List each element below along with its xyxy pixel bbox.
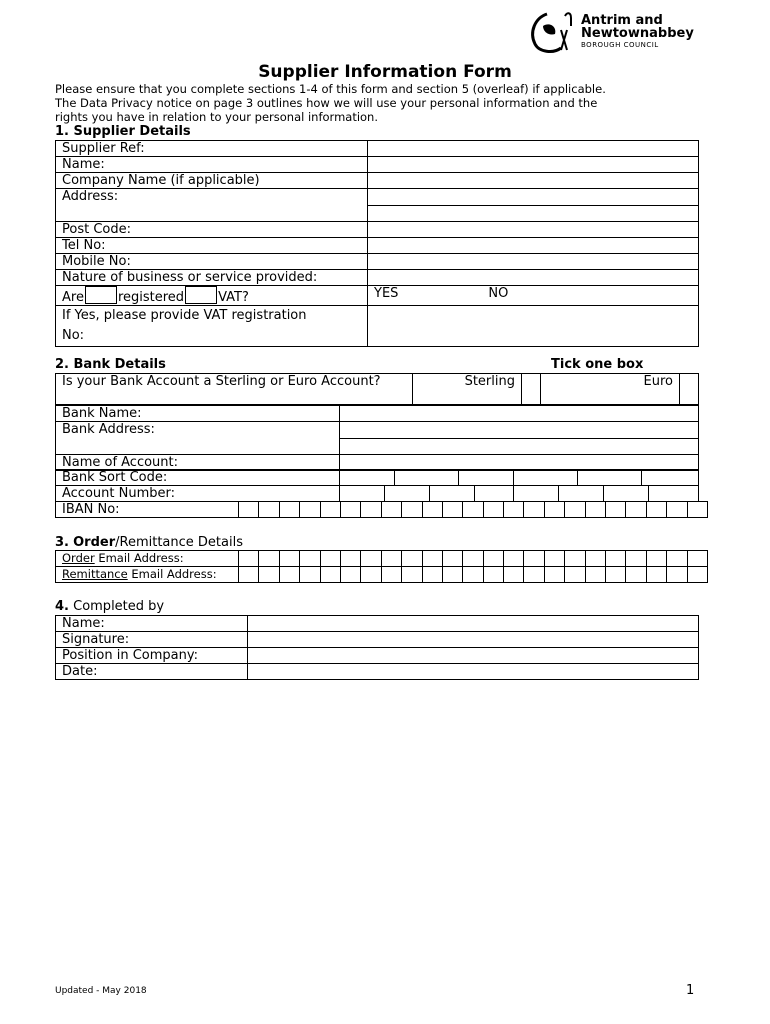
remittance-email-char-box[interactable] [381, 567, 401, 583]
vat-no-option[interactable]: NO [488, 286, 509, 301]
post-code-label: Post Code: [56, 222, 368, 238]
order-email-char-box[interactable] [239, 551, 259, 567]
vat-yes-option[interactable]: YES [374, 286, 399, 301]
account-number-box[interactable] [340, 486, 385, 502]
iban-char-box[interactable] [442, 502, 462, 518]
signature-label: Signature: [56, 632, 248, 648]
sort-code-box[interactable] [340, 470, 395, 486]
supplier-details-table [55, 140, 699, 347]
order-email-char-box[interactable] [259, 551, 279, 567]
mobile-no-field[interactable] [368, 254, 699, 270]
iban-char-box[interactable] [381, 502, 401, 518]
page-number: 1 [686, 983, 695, 998]
logo-line1: Antrim and [581, 13, 663, 28]
sort-code-box[interactable] [642, 470, 699, 486]
bank-details-table [55, 405, 699, 471]
vat-number-field[interactable] [368, 306, 699, 347]
sort-code-box[interactable] [578, 470, 642, 486]
remittance-email-char-box[interactable] [544, 567, 564, 583]
currency-table [55, 373, 699, 405]
remittance-email-char-box[interactable] [239, 567, 259, 583]
remittance-email-char-box[interactable] [687, 567, 707, 583]
order-email-char-box[interactable] [687, 551, 707, 567]
completed-name-label: Name: [56, 616, 248, 632]
name-label: Name: [56, 157, 368, 173]
council-logo [527, 10, 697, 58]
order-email-char-box[interactable] [606, 551, 626, 567]
section4-heading: 4. Completed by [55, 599, 165, 614]
order-email-char-box[interactable] [402, 551, 422, 567]
sort-code-box[interactable] [459, 470, 514, 486]
order-email-label: Order Email Address: [56, 551, 239, 567]
iban-char-box[interactable] [483, 502, 503, 518]
bank-address-label: Bank Address: [56, 422, 340, 455]
order-email-char-box[interactable] [442, 551, 462, 567]
order-email-char-box[interactable] [504, 551, 524, 567]
intro-line-2: The Data Privacy notice on page 3 outlines how we will use your personal information and the [55, 96, 598, 110]
iban-char-box[interactable] [626, 502, 646, 518]
sort-code-box[interactable] [395, 470, 459, 486]
order-email-char-box[interactable] [320, 551, 340, 567]
tel-no-field[interactable] [368, 238, 699, 254]
signature-field[interactable] [248, 632, 699, 648]
logo-line2: Newtownabbey [581, 26, 694, 41]
account-number-box[interactable] [649, 486, 699, 502]
company-name-label: Company Name (if applicable) [56, 173, 368, 189]
remittance-email-char-box[interactable] [667, 567, 687, 583]
sterling-checkbox[interactable] [522, 374, 541, 405]
remittance-email-char-box[interactable] [524, 567, 544, 583]
order-email-char-box[interactable] [279, 551, 299, 567]
vat-box-1[interactable] [85, 286, 117, 304]
remittance-email-char-box[interactable] [320, 567, 340, 583]
supplier-ref-field[interactable] [368, 141, 699, 157]
remittance-email-char-box[interactable] [279, 567, 299, 583]
iban-char-box[interactable] [259, 502, 279, 518]
remittance-email-char-box[interactable] [422, 567, 442, 583]
completed-by-table [55, 615, 699, 680]
remittance-email-char-box[interactable] [402, 567, 422, 583]
sort-code-table [55, 469, 699, 486]
date-label: Date: [56, 664, 248, 680]
order-email-char-box[interactable] [381, 551, 401, 567]
mobile-no-label: Mobile No: [56, 254, 368, 270]
order-email-char-box[interactable] [463, 551, 483, 567]
section1-heading: 1. Supplier Details [55, 124, 191, 139]
section2-heading: 2. Bank Details [55, 357, 166, 372]
account-name-label: Name of Account: [56, 455, 340, 471]
vat-number-label: If Yes, please provide VAT registration No: [56, 306, 368, 347]
remittance-email-char-box[interactable] [259, 567, 279, 583]
remittance-email-char-box[interactable] [565, 567, 585, 583]
order-email-char-box[interactable] [300, 551, 320, 567]
iban-char-box[interactable] [646, 502, 666, 518]
vat-yes-no [368, 286, 699, 306]
order-email-char-box[interactable] [483, 551, 503, 567]
iban-char-box[interactable] [320, 502, 340, 518]
account-number-label: Account Number: [56, 486, 340, 502]
page-title: Supplier Information Form [258, 62, 512, 82]
iban-char-box[interactable] [667, 502, 687, 518]
tick-one-box: Tick one box [551, 357, 644, 372]
account-number-table [55, 485, 699, 502]
bank-name-label: Bank Name: [56, 406, 340, 422]
remittance-email-char-box[interactable] [361, 567, 381, 583]
bank-name-field[interactable] [340, 406, 699, 422]
iban-char-box[interactable] [361, 502, 381, 518]
sort-code-label: Bank Sort Code: [56, 470, 340, 486]
vat-question: Are registered VAT? [56, 286, 368, 306]
order-email-char-box[interactable] [422, 551, 442, 567]
remittance-email-char-box[interactable] [463, 567, 483, 583]
remittance-email-char-box[interactable] [300, 567, 320, 583]
remittance-email-char-box[interactable] [646, 567, 666, 583]
post-code-field[interactable] [368, 222, 699, 238]
name-field[interactable] [368, 157, 699, 173]
order-email-char-box[interactable] [646, 551, 666, 567]
intro-line-3: rights you have in relation to your personal information. [55, 110, 378, 124]
vat-box-2[interactable] [185, 286, 217, 304]
order-email-char-box[interactable] [667, 551, 687, 567]
iban-char-box[interactable] [300, 502, 320, 518]
date-field[interactable] [248, 664, 699, 680]
account-number-box[interactable] [604, 486, 649, 502]
intro-text [55, 82, 606, 124]
iban-char-box[interactable] [239, 502, 259, 518]
iban-char-box[interactable] [279, 502, 299, 518]
intro-line-1: Please ensure that you complete sections 1-4 of this form and section 5 (overleaf) if applicable. [55, 82, 606, 96]
remittance-email-label: Remittance Email Address: [56, 567, 239, 583]
order-email-char-box[interactable] [565, 551, 585, 567]
account-number-box[interactable] [475, 486, 514, 502]
iban-char-box[interactable] [340, 502, 360, 518]
account-number-box[interactable] [430, 486, 475, 502]
currency-question: Is your Bank Account a Sterling or Euro Account? [56, 374, 413, 405]
supplier-ref-label: Supplier Ref: [56, 141, 368, 157]
tel-no-label: Tel No: [56, 238, 368, 254]
remittance-email-char-box[interactable] [626, 567, 646, 583]
iban-char-box[interactable] [565, 502, 585, 518]
company-name-field[interactable] [368, 173, 699, 189]
position-field[interactable] [248, 648, 699, 664]
account-number-box[interactable] [385, 486, 430, 502]
iban-char-box[interactable] [606, 502, 626, 518]
sort-code-box[interactable] [514, 470, 578, 486]
iban-label: IBAN No: [56, 502, 239, 518]
iban-table [55, 501, 708, 518]
order-email-char-box[interactable] [544, 551, 564, 567]
completed-name-field[interactable] [248, 616, 699, 632]
bank-address-field-2[interactable] [340, 438, 699, 455]
sterling-label: Sterling [413, 374, 522, 405]
account-number-box[interactable] [514, 486, 559, 502]
footer-updated: Updated - May 2018 [55, 986, 147, 996]
order-email-char-box[interactable] [340, 551, 360, 567]
order-email-char-box[interactable] [626, 551, 646, 567]
address-field-1[interactable] [368, 189, 699, 206]
remittance-email-char-box[interactable] [483, 567, 503, 583]
nature-field[interactable] [368, 270, 699, 286]
remittance-email-char-box[interactable] [504, 567, 524, 583]
remittance-email-char-box[interactable] [606, 567, 626, 583]
iban-char-box[interactable] [463, 502, 483, 518]
nature-label: Nature of business or service provided: [56, 270, 368, 286]
order-email-char-box[interactable] [361, 551, 381, 567]
iban-char-box[interactable] [504, 502, 524, 518]
remittance-email-char-box[interactable] [340, 567, 360, 583]
bank-address-field-1[interactable] [340, 422, 699, 439]
address-label: Address: [56, 189, 368, 222]
euro-checkbox[interactable] [680, 374, 699, 405]
remittance-email-char-box[interactable] [585, 567, 605, 583]
logo-line3: BOROUGH COUNCIL [581, 41, 659, 49]
iban-char-box[interactable] [585, 502, 605, 518]
order-email-char-box[interactable] [585, 551, 605, 567]
position-label: Position in Company: [56, 648, 248, 664]
iban-char-box[interactable] [402, 502, 422, 518]
order-email-char-box[interactable] [524, 551, 544, 567]
remittance-email-char-box[interactable] [442, 567, 462, 583]
iban-char-box[interactable] [687, 502, 707, 518]
email-table [55, 550, 708, 583]
address-field-2[interactable] [368, 205, 699, 222]
iban-char-box[interactable] [524, 502, 544, 518]
account-number-box[interactable] [559, 486, 604, 502]
iban-char-box[interactable] [544, 502, 564, 518]
iban-char-box[interactable] [422, 502, 442, 518]
section3-heading: 3. Order/Remittance Details [55, 535, 243, 550]
euro-label: Euro [541, 374, 680, 405]
